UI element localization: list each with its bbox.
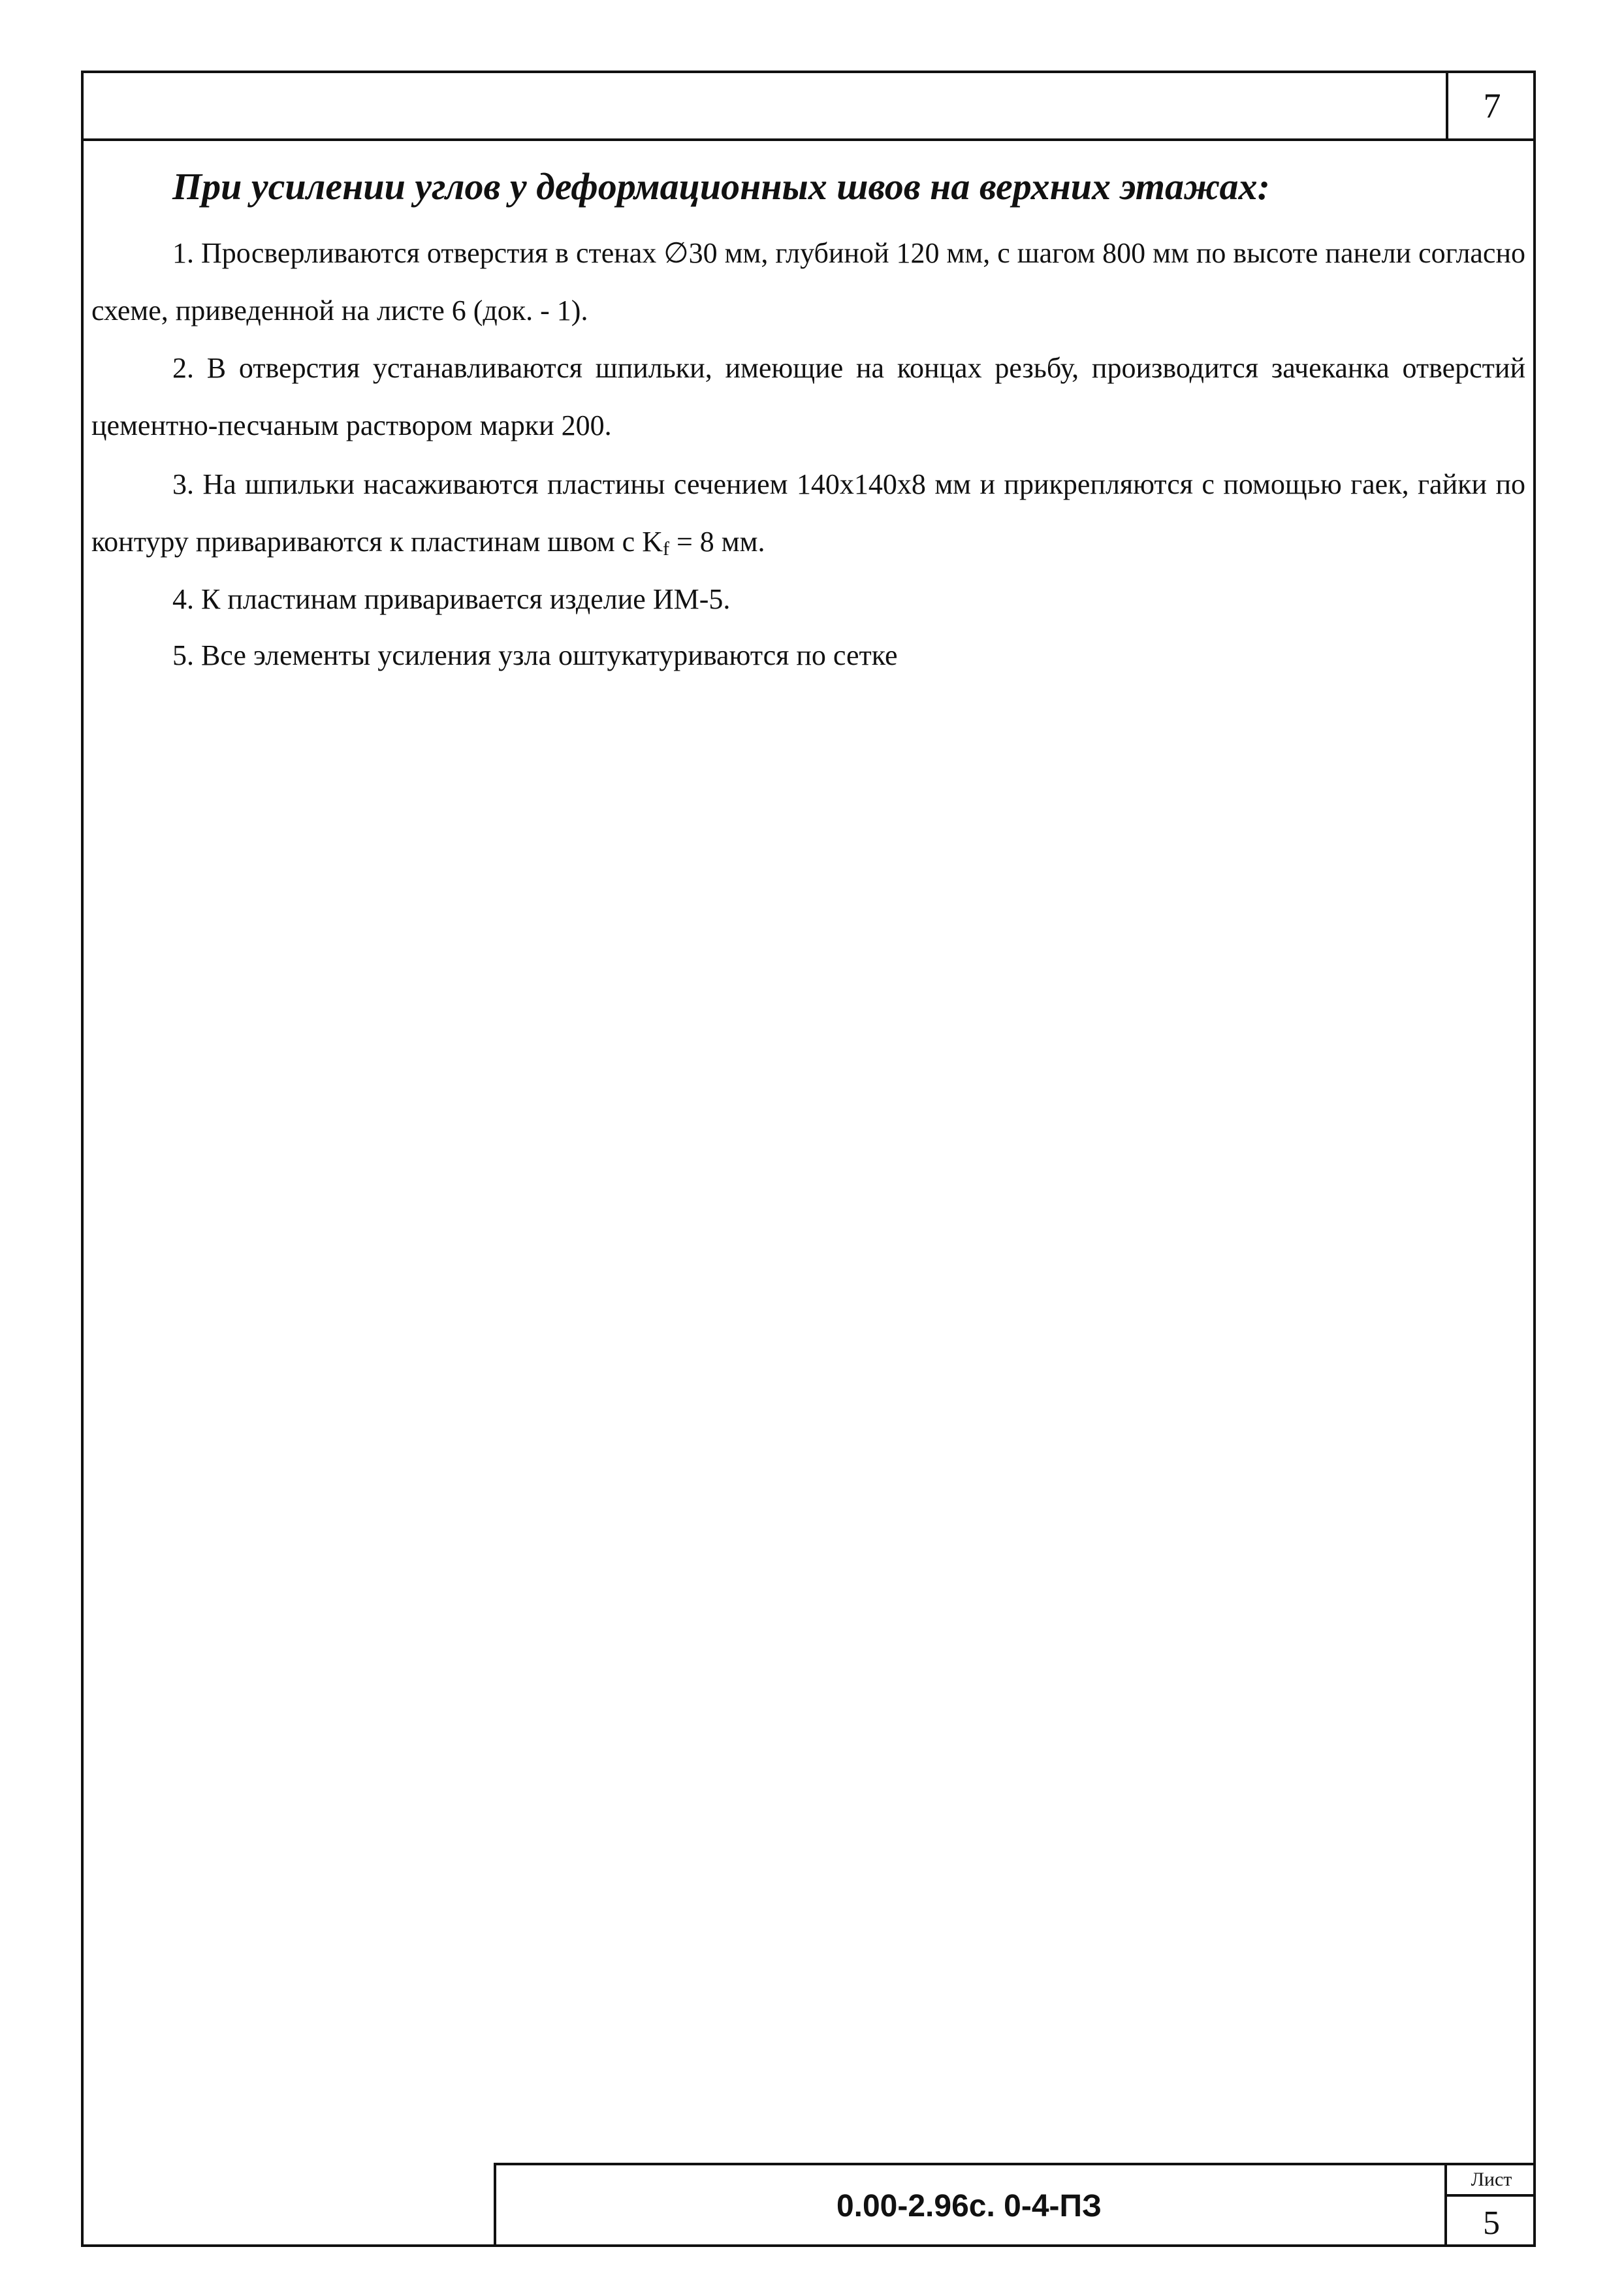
header-rule [81,138,1536,141]
page-number: 7 [1483,86,1501,125]
paragraph-3-text: 3. На шпильки насаживаются пластины сечением 140х140х8 мм и прикрепляются с помощью гаек, гайки по контуру привариваются к пластинам швом с K [91,468,1525,558]
sheet-number: 5 [1483,2204,1500,2242]
paragraph-4: 4. К пластинам приваривается изделие ИМ-5. [172,583,731,615]
paragraph-3 [91,456,1525,578]
title-block [494,2163,1536,2247]
sheet-column [1444,2165,1536,2247]
section-heading: При усилении углов у деформационных швов на верхних этажах: [172,165,1270,208]
paragraph-3-tail: = 8 мм. [669,526,765,558]
paragraph-5: 5. Все элементы усиления узла оштукатуриваются по сетке [172,639,898,671]
sheet-label: Лист [1447,2165,1536,2197]
paragraph-1: 1. Просверливаются отверстия в стенах ∅30 мм, глубиной 120 мм, с шагом 800 мм по высоте панели согласно схеме, приведенной на листе 6 (док. - 1). [91,237,1525,327]
document-code: 0.00-2.96с. 0-4-ПЗ [836,2189,1102,2223]
page-number-box [1446,71,1536,141]
paragraph-2: 2. В отверстия устанавливаются шпильки, имеющие на концах резьбу, производится зачеканка отверстий цементно-песчаным раствором марки 200. [91,352,1525,441]
weld-leg-subscript: f [662,538,669,560]
